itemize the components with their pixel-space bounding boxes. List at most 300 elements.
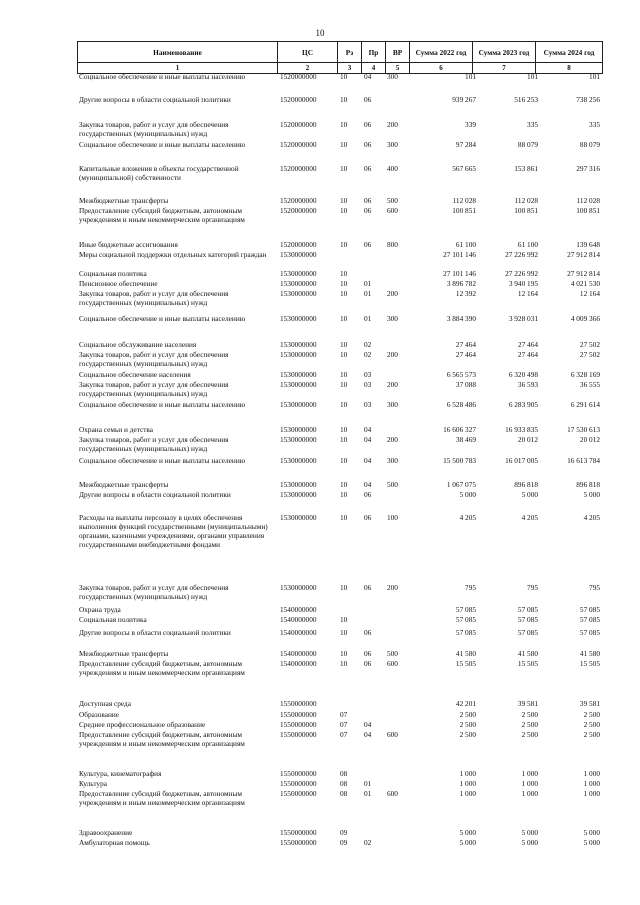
row-cs: 1530000000: [280, 279, 317, 288]
row-pr: 04: [364, 480, 372, 489]
row-name: Пенсионное обеспечение: [79, 279, 158, 288]
row-pr: 06: [364, 490, 372, 499]
col-number: 6: [410, 63, 473, 74]
row-sum-2022: 4 205: [459, 513, 476, 522]
row-rz: 10: [340, 380, 348, 389]
row-sum-2022: 27 464: [455, 350, 476, 359]
row-sum-2024: 27 502: [579, 350, 600, 359]
row-rz: 10: [340, 400, 348, 409]
row-cs: 1520000000: [280, 206, 317, 215]
row-pr: 04: [364, 72, 372, 81]
row-sum-2024: 4 205: [583, 513, 600, 522]
header-cs: ЦС: [278, 42, 338, 63]
row-name: Доступная среда: [79, 699, 131, 708]
row-vr: 500: [387, 649, 398, 658]
row-sum-2023: 2 500: [521, 720, 538, 729]
row-sum-2024: 896 818: [576, 480, 600, 489]
row-pr: 04: [364, 456, 372, 465]
row-sum-2022: 27 464: [455, 340, 476, 349]
row-sum-2024: 101: [589, 72, 600, 81]
row-sum-2022: 101: [465, 72, 476, 81]
row-sum-2023: 61 100: [517, 240, 538, 249]
row-name: Предоставление субсидий бюджетным, автономным учреждениям и иным некоммерческим организациям: [79, 206, 245, 224]
row-cs: 1530000000: [280, 425, 317, 434]
row-name: Среднее профессиональное образование: [79, 720, 206, 729]
row-name: Межбюджетные трансферты: [79, 196, 169, 205]
row-sum-2024: 139 648: [576, 240, 600, 249]
row-rz: 10: [340, 583, 348, 592]
row-pr: 06: [364, 583, 372, 592]
row-vr: 300: [387, 400, 398, 409]
row-sum-2022: 1 000: [459, 789, 476, 798]
row-pr: 01: [364, 779, 372, 788]
row-rz: 09: [340, 828, 348, 837]
row-sum-2023: 516 253: [514, 95, 538, 104]
row-name: Социальное обеспечение и иные выплаты населению: [79, 400, 246, 409]
row-sum-2024: 88 079: [579, 140, 600, 149]
row-sum-2022: 57 085: [455, 628, 476, 637]
row-sum-2023: 6 283 905: [508, 400, 538, 409]
row-rz: 09: [340, 838, 348, 847]
row-cs: 1530000000: [280, 250, 317, 259]
header-sum-2023: Сумма 2023 год: [473, 42, 536, 63]
row-sum-2022: 57 085: [455, 615, 476, 624]
row-rz: 10: [340, 435, 348, 444]
row-sum-2022: 61 100: [455, 240, 476, 249]
row-cs: 1550000000: [280, 699, 317, 708]
row-rz: 10: [340, 513, 348, 522]
row-name: Закупка товаров, работ и услуг для обеспечения государственных (муниципальных) нужд: [79, 350, 229, 368]
row-sum-2022: 41 580: [455, 649, 476, 658]
row-pr: 06: [364, 120, 372, 129]
row-cs: 1540000000: [280, 659, 317, 668]
row-rz: 10: [340, 206, 348, 215]
row-sum-2024: 6 291 614: [570, 400, 600, 409]
row-cs: 1530000000: [280, 490, 317, 499]
row-sum-2024: 57 085: [579, 605, 600, 614]
row-pr: 06: [364, 240, 372, 249]
row-cs: 1540000000: [280, 605, 317, 614]
row-pr: 04: [364, 730, 372, 739]
row-sum-2023: 57 085: [517, 615, 538, 624]
row-rz: 10: [340, 649, 348, 658]
row-vr: 600: [387, 730, 398, 739]
row-pr: 06: [364, 95, 372, 104]
row-pr: 06: [364, 206, 372, 215]
row-sum-2022: 795: [465, 583, 476, 592]
row-sum-2023: 5 000: [521, 838, 538, 847]
row-pr: 03: [364, 380, 372, 389]
row-sum-2023: 57 085: [517, 628, 538, 637]
row-name: Расходы на выплаты персоналу в целях обеспечения выполнения функций государственными (муниципальными) органами, казенными учреждениями, органами управления государственными внебюджетными фондами: [79, 513, 268, 549]
row-sum-2022: 16 606 327: [443, 425, 476, 434]
row-sum-2022: 567 665: [452, 164, 476, 173]
row-cs: 1530000000: [280, 435, 317, 444]
row-sum-2022: 1 067 075: [446, 480, 476, 489]
row-sum-2022: 2 500: [459, 730, 476, 739]
row-sum-2023: 1 000: [521, 769, 538, 778]
row-pr: 06: [364, 513, 372, 522]
row-cs: 1530000000: [280, 340, 317, 349]
row-name: Межбюджетные трансферты: [79, 480, 169, 489]
col-number: 1: [78, 63, 278, 74]
row-sum-2024: 297 316: [576, 164, 600, 173]
row-sum-2022: 15 500 783: [443, 456, 476, 465]
row-vr: 200: [387, 289, 398, 298]
row-sum-2023: 896 818: [514, 480, 538, 489]
row-name: Закупка товаров, работ и услуг для обеспечения государственных (муниципальных) нужд: [79, 435, 229, 453]
header-rz: Рз: [338, 42, 362, 63]
row-cs: 1520000000: [280, 164, 317, 173]
row-rz: 10: [340, 425, 348, 434]
row-pr: 01: [364, 789, 372, 798]
row-sum-2023: 2 500: [521, 730, 538, 739]
row-name: Закупка товаров, работ и услуг для обеспечения государственных (муниципальных) нужд: [79, 120, 229, 138]
row-pr: 06: [364, 140, 372, 149]
row-sum-2024: 27 912 814: [567, 269, 600, 278]
row-sum-2022: 27 101 146: [443, 250, 476, 259]
row-sum-2022: 5 000: [459, 838, 476, 847]
row-rz: 08: [340, 769, 348, 778]
row-pr: 06: [364, 164, 372, 173]
row-rz: 10: [340, 196, 348, 205]
row-sum-2024: 4 021 530: [570, 279, 600, 288]
row-sum-2024: 15 505: [579, 659, 600, 668]
row-sum-2022: 57 085: [455, 605, 476, 614]
row-pr: 02: [364, 340, 372, 349]
row-name: Другие вопросы в области социальной политики: [79, 95, 231, 104]
row-cs: 1520000000: [280, 196, 317, 205]
row-vr: 400: [387, 164, 398, 173]
row-sum-2023: 3 928 031: [508, 314, 538, 323]
col-number: 5: [386, 63, 410, 74]
row-sum-2024: 17 530 613: [567, 425, 600, 434]
row-pr: 02: [364, 350, 372, 359]
row-sum-2022: 42 201: [455, 699, 476, 708]
row-cs: 1540000000: [280, 615, 317, 624]
row-sum-2024: 5 000: [583, 490, 600, 499]
row-sum-2023: 5 000: [521, 490, 538, 499]
row-vr: 600: [387, 789, 398, 798]
row-rz: 10: [340, 456, 348, 465]
row-pr: 03: [364, 370, 372, 379]
row-sum-2023: 112 028: [514, 196, 538, 205]
row-pr: 01: [364, 289, 372, 298]
row-name: Предоставление субсидий бюджетным, автономным учреждениям и иным некоммерческим организациям: [79, 730, 245, 748]
row-name: Закупка товаров, работ и услуг для обеспечения государственных (муниципальных) нужд: [79, 583, 229, 601]
row-name: Предоставление субсидий бюджетным, автономным учреждениям и иным некоммерческим организациям: [79, 659, 245, 677]
row-pr: 04: [364, 720, 372, 729]
row-name: Социальное обеспечение и иные выплаты населению: [79, 456, 246, 465]
row-sum-2023: 20 012: [517, 435, 538, 444]
row-rz: 08: [340, 789, 348, 798]
row-cs: 1530000000: [280, 314, 317, 323]
row-vr: 300: [387, 140, 398, 149]
row-sum-2024: 12 164: [579, 289, 600, 298]
row-sum-2022: 15 505: [455, 659, 476, 668]
row-sum-2022: 27 101 146: [443, 269, 476, 278]
row-name: Меры социальной поддержки отдельных категорий граждан: [79, 250, 267, 259]
row-cs: 1530000000: [280, 370, 317, 379]
row-sum-2024: 57 085: [579, 628, 600, 637]
row-vr: 300: [387, 456, 398, 465]
row-rz: 10: [340, 269, 348, 278]
row-rz: 07: [340, 730, 348, 739]
row-sum-2023: 27 464: [517, 350, 538, 359]
row-pr: 04: [364, 425, 372, 434]
row-sum-2023: 27 464: [517, 340, 538, 349]
row-vr: 300: [387, 72, 398, 81]
row-cs: 1550000000: [280, 828, 317, 837]
row-sum-2023: 16 933 835: [505, 425, 538, 434]
row-pr: 04: [364, 435, 372, 444]
row-rz: 10: [340, 480, 348, 489]
row-sum-2022: 12 392: [455, 289, 476, 298]
row-sum-2024: 738 256: [576, 95, 600, 104]
row-vr: 100: [387, 513, 398, 522]
row-name: Капитальные вложения в объекты государственной (муниципальной) собственности: [79, 164, 239, 182]
row-cs: 1520000000: [280, 72, 317, 81]
col-number: 2: [278, 63, 338, 74]
row-sum-2024: 795: [589, 583, 600, 592]
row-sum-2022: 6 528 486: [446, 400, 476, 409]
row-name: Культура: [79, 779, 107, 788]
row-sum-2023: 41 580: [517, 649, 538, 658]
row-sum-2022: 2 500: [459, 710, 476, 719]
row-name: Культура, кинематография: [79, 769, 162, 778]
row-vr: 500: [387, 196, 398, 205]
row-sum-2023: 4 205: [521, 513, 538, 522]
header-vr: ВР: [386, 42, 410, 63]
row-sum-2024: 1 000: [583, 789, 600, 798]
row-cs: 1550000000: [280, 779, 317, 788]
row-rz: 10: [340, 628, 348, 637]
row-vr: 600: [387, 206, 398, 215]
row-rz: 10: [340, 370, 348, 379]
col-number: 3: [338, 63, 362, 74]
row-sum-2022: 112 028: [452, 196, 476, 205]
row-sum-2023: 16 017 005: [505, 456, 538, 465]
row-name: Образование: [79, 710, 119, 719]
row-sum-2024: 39 581: [579, 699, 600, 708]
row-pr: 06: [364, 628, 372, 637]
row-sum-2023: 88 079: [517, 140, 538, 149]
row-sum-2023: 100 851: [514, 206, 538, 215]
page-number: 10: [315, 28, 325, 38]
col-number: 8: [536, 63, 603, 74]
row-sum-2024: 16 613 784: [567, 456, 600, 465]
row-rz: 10: [340, 120, 348, 129]
row-rz: 07: [340, 710, 348, 719]
row-rz: 10: [340, 164, 348, 173]
row-pr: 06: [364, 649, 372, 658]
row-cs: 1550000000: [280, 730, 317, 739]
row-name: Иные бюджетные ассигнования: [79, 240, 178, 249]
row-name: Предоставление субсидий бюджетным, автономным учреждениям и иным некоммерческим организациям: [79, 789, 245, 807]
row-sum-2023: 39 581: [517, 699, 538, 708]
row-name: Охрана труда: [79, 605, 121, 614]
row-name: Закупка товаров, работ и услуг для обеспечения государственных (муниципальных) нужд: [79, 380, 229, 398]
row-cs: 1540000000: [280, 649, 317, 658]
row-rz: 10: [340, 279, 348, 288]
row-vr: 200: [387, 380, 398, 389]
row-sum-2024: 1 000: [583, 769, 600, 778]
row-sum-2022: 1 000: [459, 779, 476, 788]
row-cs: 1530000000: [280, 513, 317, 522]
row-sum-2024: 2 500: [583, 710, 600, 719]
row-vr: 200: [387, 583, 398, 592]
row-cs: 1530000000: [280, 583, 317, 592]
header-sum-2022: Сумма 2022 год: [410, 42, 473, 63]
row-name: Социальное обеспечение и иные выплаты населению: [79, 314, 246, 323]
row-cs: 1550000000: [280, 710, 317, 719]
row-sum-2024: 4 009 366: [570, 314, 600, 323]
row-vr: 200: [387, 435, 398, 444]
row-sum-2024: 112 028: [576, 196, 600, 205]
row-sum-2024: 5 000: [583, 838, 600, 847]
row-sum-2024: 27 912 814: [567, 250, 600, 259]
row-sum-2023: 15 505: [517, 659, 538, 668]
row-sum-2024: 57 085: [579, 615, 600, 624]
row-sum-2022: 38 469: [455, 435, 476, 444]
row-name: Амбулаторная помощь: [79, 838, 150, 847]
row-sum-2023: 12 164: [517, 289, 538, 298]
row-pr: 01: [364, 279, 372, 288]
row-sum-2022: 6 565 573: [446, 370, 476, 379]
row-name: Межбюджетные трансферты: [79, 649, 169, 658]
row-pr: 06: [364, 196, 372, 205]
row-sum-2023: 101: [527, 72, 538, 81]
table-header: [77, 41, 603, 74]
row-sum-2023: 1 000: [521, 789, 538, 798]
row-cs: 1530000000: [280, 350, 317, 359]
row-sum-2022: 3 896 782: [446, 279, 476, 288]
row-cs: 1550000000: [280, 789, 317, 798]
row-sum-2024: 6 328 169: [570, 370, 600, 379]
row-pr: 06: [364, 659, 372, 668]
row-sum-2023: 57 085: [517, 605, 538, 614]
row-vr: 200: [387, 120, 398, 129]
row-rz: 10: [340, 140, 348, 149]
row-sum-2023: 335: [527, 120, 538, 129]
row-sum-2023: 1 000: [521, 779, 538, 788]
row-sum-2023: 3 940 195: [508, 279, 538, 288]
row-sum-2024: 41 580: [579, 649, 600, 658]
row-sum-2022: 3 884 390: [446, 314, 476, 323]
row-vr: 200: [387, 350, 398, 359]
row-cs: 1520000000: [280, 140, 317, 149]
row-sum-2024: 2 500: [583, 720, 600, 729]
row-rz: 10: [340, 490, 348, 499]
row-sum-2024: 36 555: [579, 380, 600, 389]
row-pr: 02: [364, 838, 372, 847]
row-vr: 300: [387, 314, 398, 323]
row-sum-2023: 6 320 498: [508, 370, 538, 379]
row-cs: 1530000000: [280, 480, 317, 489]
row-sum-2022: 1 000: [459, 769, 476, 778]
row-name: Социальное обеспечение и иные выплаты населению: [79, 72, 246, 81]
row-cs: 1530000000: [280, 380, 317, 389]
row-cs: 1550000000: [280, 720, 317, 729]
header-pr: Пр: [362, 42, 386, 63]
row-sum-2023: 5 000: [521, 828, 538, 837]
row-sum-2023: 795: [527, 583, 538, 592]
row-vr: 600: [387, 659, 398, 668]
row-rz: 10: [340, 95, 348, 104]
row-sum-2022: 939 267: [452, 95, 476, 104]
row-vr: 800: [387, 240, 398, 249]
row-sum-2022: 339: [465, 120, 476, 129]
row-rz: 10: [340, 314, 348, 323]
row-rz: 10: [340, 289, 348, 298]
row-cs: 1530000000: [280, 456, 317, 465]
row-sum-2023: 36 593: [517, 380, 538, 389]
row-name: Другие вопросы в области социальной политики: [79, 628, 231, 637]
col-number: 7: [473, 63, 536, 74]
row-sum-2024: 20 012: [579, 435, 600, 444]
row-sum-2023: 27 226 992: [505, 250, 538, 259]
row-sum-2022: 5 000: [459, 490, 476, 499]
header-sum-2024: Сумма 2024 год: [536, 42, 603, 63]
row-name: Закупка товаров, работ и услуг для обеспечения государственных (муниципальных) нужд: [79, 289, 229, 307]
row-sum-2023: 2 500: [521, 710, 538, 719]
row-sum-2022: 37 088: [455, 380, 476, 389]
row-rz: 10: [340, 615, 348, 624]
row-sum-2024: 335: [589, 120, 600, 129]
row-name: Социальное обеспечение и иные выплаты населению: [79, 140, 246, 149]
row-sum-2022: 97 284: [455, 140, 476, 149]
row-rz: 07: [340, 720, 348, 729]
row-cs: 1550000000: [280, 838, 317, 847]
row-name: Социальное обслуживание населения: [79, 340, 197, 349]
row-cs: 1530000000: [280, 400, 317, 409]
row-pr: 03: [364, 400, 372, 409]
row-rz: 08: [340, 779, 348, 788]
row-pr: 01: [364, 314, 372, 323]
row-name: Охрана семьи и детства: [79, 425, 153, 434]
row-rz: 10: [340, 72, 348, 81]
header-name: Наименование: [78, 42, 278, 63]
row-cs: 1530000000: [280, 289, 317, 298]
row-sum-2024: 1 000: [583, 779, 600, 788]
row-rz: 10: [340, 659, 348, 668]
row-name: Социальное обеспечение населения: [79, 370, 191, 379]
row-rz: 10: [340, 240, 348, 249]
row-sum-2022: 5 000: [459, 828, 476, 837]
row-rz: 10: [340, 340, 348, 349]
row-name: Здравоохранение: [79, 828, 133, 837]
row-sum-2023: 27 226 992: [505, 269, 538, 278]
row-sum-2022: 2 500: [459, 720, 476, 729]
row-sum-2024: 2 500: [583, 730, 600, 739]
row-name: Социальная политика: [79, 269, 147, 278]
row-cs: 1530000000: [280, 269, 317, 278]
row-cs: 1520000000: [280, 120, 317, 129]
col-number: 4: [362, 63, 386, 74]
row-sum-2022: 100 851: [452, 206, 476, 215]
row-cs: 1520000000: [280, 240, 317, 249]
row-sum-2023: 153 861: [514, 164, 538, 173]
row-sum-2024: 100 851: [576, 206, 600, 215]
row-sum-2024: 27 502: [579, 340, 600, 349]
row-cs: 1520000000: [280, 95, 317, 104]
row-sum-2024: 5 000: [583, 828, 600, 837]
row-vr: 500: [387, 480, 398, 489]
row-rz: 10: [340, 350, 348, 359]
row-name: Социальная политика: [79, 615, 147, 624]
row-name: Другие вопросы в области социальной политики: [79, 490, 231, 499]
row-cs: 1540000000: [280, 628, 317, 637]
